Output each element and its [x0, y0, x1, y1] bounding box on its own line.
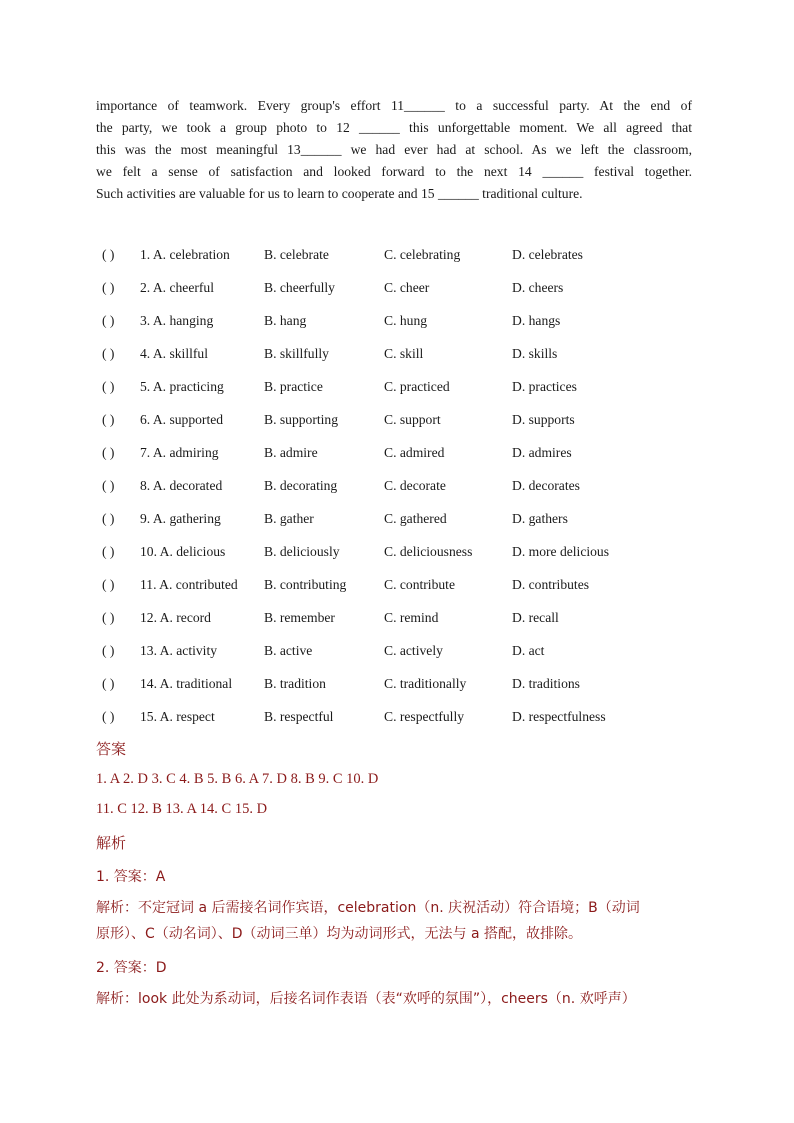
option-d: D. practices [512, 379, 577, 394]
option-row [96, 376, 716, 409]
option-c: C. respectfully [384, 709, 465, 724]
option-c: C. celebrating [384, 247, 461, 262]
option-a: 5. A. practicing [140, 379, 224, 394]
option-a: 10. A. delicious [140, 544, 226, 559]
option-b: B. respectful [264, 709, 334, 724]
option-d: D. contributes [512, 577, 590, 592]
option-d: D. respectfulness [512, 709, 606, 724]
option-row [96, 310, 716, 343]
answer-blank: ( ) [102, 610, 115, 625]
options-list [96, 244, 716, 739]
answer-blank: ( ) [102, 676, 115, 691]
option-d: D. more delicious [512, 544, 610, 559]
option-d: D. traditions [512, 676, 580, 691]
option-row [96, 640, 716, 673]
answer-blank: ( ) [102, 346, 115, 361]
answer-blank: ( ) [102, 709, 115, 724]
option-d: D. hangs [512, 313, 561, 328]
option-b: B. cheerfully [264, 280, 335, 295]
option-c: C. contribute [384, 577, 455, 592]
answers-heading: 答案 [96, 740, 127, 758]
answer-blank: ( ) [102, 445, 115, 460]
answer-blank: ( ) [102, 544, 115, 559]
option-b: B. admire [264, 445, 318, 460]
option-d: D. decorates [512, 478, 580, 493]
option-a: 7. A. admiring [140, 445, 219, 460]
option-c: C. support [384, 412, 441, 427]
passage-line: we felt a sense of satisfaction and looked forward to the next 14 ______ festival together. [96, 164, 692, 179]
analysis-item-1-line-1: 解析：不定冠词 a 后需接名词作宾语，celebration（n. 庆祝活动）符合语境；B（动词 [96, 900, 640, 916]
option-a: 1. A. celebration [140, 247, 230, 262]
option-b: B. skillfully [264, 346, 329, 361]
option-row [96, 244, 716, 277]
option-a: 12. A. record [140, 610, 211, 625]
option-a: 14. A. traditional [140, 676, 233, 691]
option-b: B. decorating [264, 478, 338, 493]
option-b: B. tradition [264, 676, 326, 691]
option-a: 11. A. contributed [140, 577, 238, 592]
option-row [96, 277, 716, 310]
option-a: 13. A. activity [140, 643, 218, 658]
passage-line: Such activities are valuable for us to learn to cooperate and 15 ______ traditional culture. [96, 186, 583, 201]
option-d: D. recall [512, 610, 559, 625]
option-c: C. remind [384, 610, 439, 625]
option-row [96, 508, 716, 541]
option-a: 3. A. hanging [140, 313, 214, 328]
option-a: 15. A. respect [140, 709, 215, 724]
option-row [96, 541, 716, 574]
option-d: D. admires [512, 445, 572, 460]
analysis-heading: 解析 [96, 834, 127, 852]
answer-blank: ( ) [102, 280, 115, 295]
option-b: B. supporting [264, 412, 339, 427]
answers-line-2: 11. C 12. B 13. A 14. C 15. D [96, 801, 268, 817]
answer-blank: ( ) [102, 412, 115, 427]
option-c: C. cheer [384, 280, 430, 295]
option-d: D. gathers [512, 511, 568, 526]
analysis-item-2-line-1: 解析：look 此处为系动词，后接名词作表语（表“欢呼的氛围”），cheers（n. 欢呼声） [96, 991, 636, 1007]
answer-blank: ( ) [102, 379, 115, 394]
analysis-item-1-title: 1. 答案：A [96, 869, 166, 885]
option-d: D. supports [512, 412, 575, 427]
option-c: C. hung [384, 313, 428, 328]
analysis-item-2-title: 2. 答案：D [96, 960, 167, 976]
option-c: C. actively [384, 643, 443, 658]
option-row [96, 343, 716, 376]
answers-line-1: 1. A 2. D 3. C 4. B 5. B 6. A 7. D 8. B 9. C 10. D [96, 771, 379, 787]
option-b: B. practice [264, 379, 323, 394]
option-row [96, 475, 716, 508]
option-b: B. deliciously [264, 544, 340, 559]
option-a: 2. A. cheerful [140, 280, 214, 295]
answer-blank: ( ) [102, 478, 115, 493]
option-c: C. traditionally [384, 676, 467, 691]
option-a: 4. A. skillful [140, 346, 208, 361]
option-row [96, 409, 716, 442]
option-c: C. deliciousness [384, 544, 473, 559]
option-row [96, 442, 716, 475]
passage-line: the party, we took a group photo to 12 ______ this unforgettable moment. We all agreed that [96, 120, 692, 135]
option-c: C. gathered [384, 511, 447, 526]
analysis-item-1-line-2: 原形）、C（动名词）、D（动词三单）均为动词形式，无法与 a 搭配，故排除。 [96, 926, 583, 942]
answer-blank: ( ) [102, 511, 115, 526]
option-a: 6. A. supported [140, 412, 224, 427]
option-row [96, 574, 716, 607]
option-d: D. celebrates [512, 247, 583, 262]
option-b: B. contributing [264, 577, 347, 592]
option-row [96, 706, 716, 739]
option-c: C. skill [384, 346, 424, 361]
option-row [96, 673, 716, 706]
option-a: 9. A. gathering [140, 511, 221, 526]
answer-blank: ( ) [102, 313, 115, 328]
passage-line: importance of teamwork. Every group's effort 11______ to a successful party. At the end of [96, 98, 692, 113]
option-d: D. cheers [512, 280, 564, 295]
option-row [96, 607, 716, 640]
option-b: B. active [264, 643, 313, 658]
answer-blank: ( ) [102, 577, 115, 592]
option-b: B. hang [264, 313, 307, 328]
option-c: C. admired [384, 445, 445, 460]
option-b: B. celebrate [264, 247, 329, 262]
option-d: D. act [512, 643, 545, 658]
passage-line: this was the most meaningful 13______ we had ever had at school. As we left the classroom, [96, 142, 692, 157]
option-c: C. practiced [384, 379, 450, 394]
option-c: C. decorate [384, 478, 446, 493]
option-b: B. gather [264, 511, 314, 526]
option-b: B. remember [264, 610, 335, 625]
passage-text [96, 95, 692, 205]
answer-blank: ( ) [102, 247, 115, 262]
answer-blank: ( ) [102, 643, 115, 658]
option-d: D. skills [512, 346, 558, 361]
option-a: 8. A. decorated [140, 478, 223, 493]
